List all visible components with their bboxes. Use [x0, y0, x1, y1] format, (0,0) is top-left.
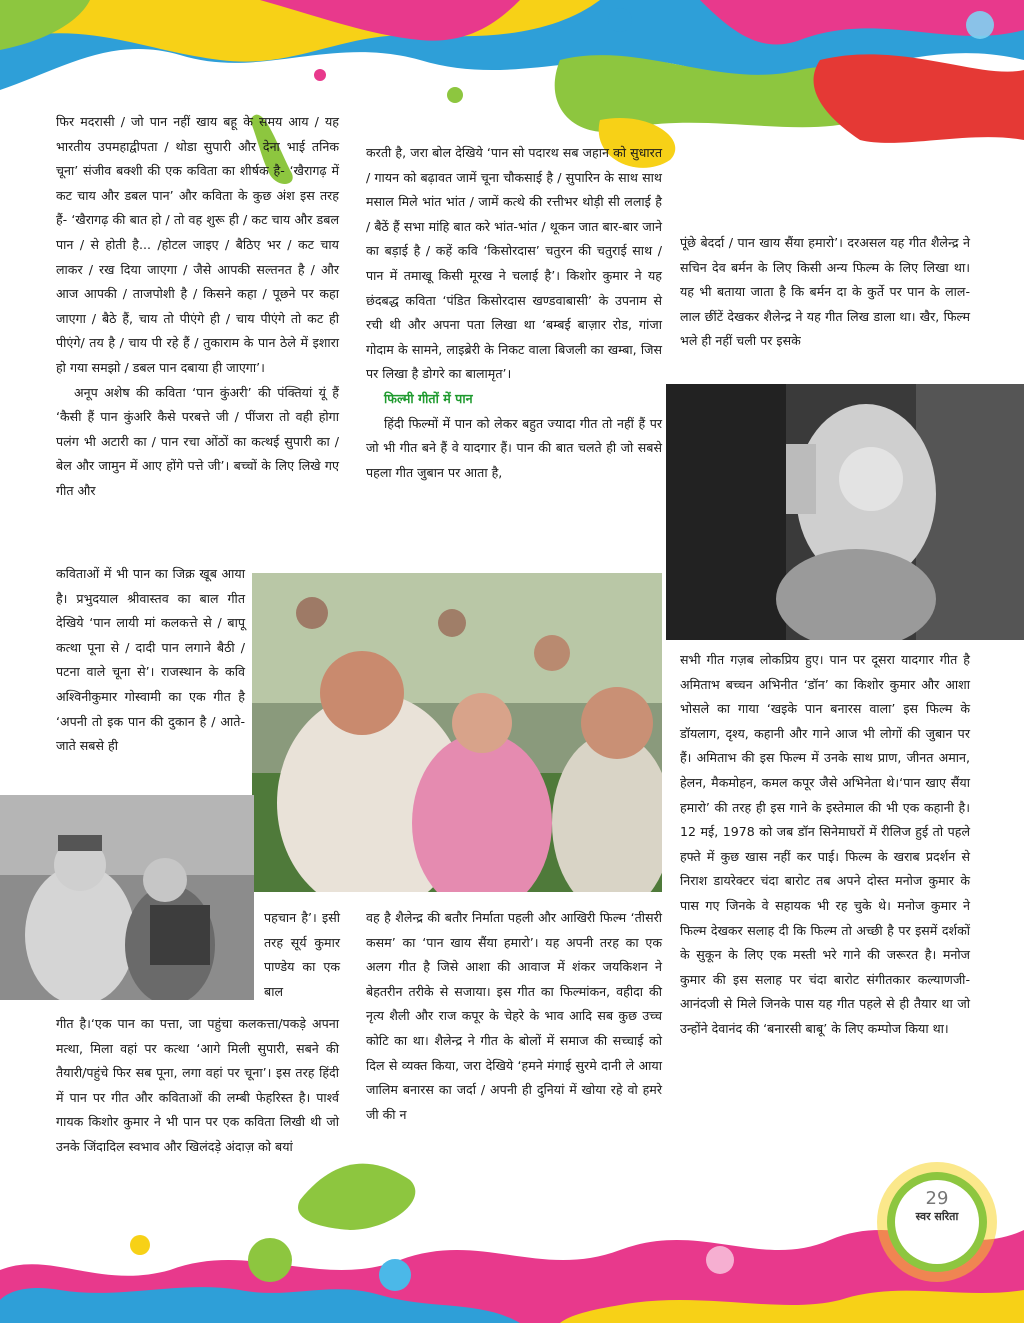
column-4: [366, 906, 662, 1127]
film-still-holi-scene-photo: [252, 573, 662, 892]
magazine-name: स्वर सरिता: [915, 1210, 959, 1223]
column-1-paragraph-1: फिर मदरासी / जो पान नहीं खाय बहू के समय आय / यह भारतीय उपमहाद्वीपता / थोडा सुपारी और देना भाई तनिक चूना’ संजीव बक्शी की एक कविता का शीर्षक है- ‘खैरागढ़ में कट चाय और डबल पान’ और कविता के कुछ अंश इस तरह हैं- ‘खैरागढ़ की बात हो / तो वह शुरू ही / कट चाय और डबल पान / से होती है... /होटल जाइए / बैठिए भर / कट चाय लाकर / रख दिया जाएगा / जैसे आपकी सल्तनत है / और आज आपकी / ताजपोशी है / किसने कहा / पूछने पर कहा जाएगा / बैठे हैं, चाय तो पीएंगे ही / चाय पीएंगे तो कट ही पीएंगे/ तय है / चाय पी रहे हैं / तुकाराम के पान ठेले में इशारा हो गया समझो / डबल पान दबाया ही जाएगा’।: [56, 114, 339, 375]
column-1-paragraph-5: गीत है।‘एक पान का पत्ता, जा पहुंचा कलकत्ता/पकड़े अपना मत्था, मिला वहां पर कत्था ‘आगे मिली सुपारी, सबने की तैयारी/पहुंचे फिर सब पूना, लगा वहां पर चूना’। इस तरह हिंदी में पान पर गीत और कविताओं की लम्बी फेहरिस्त है। पार्श्व गायक किशोर कुमार ने भी पान पर एक कविता लिखी थी जो उनके जिंदादिल स्वभाव और खिलंदड़े अंदाज़ को बयां: [56, 1016, 339, 1154]
column-5: [680, 648, 970, 1042]
column-2-paragraph-1: करती है, जरा बोल देखिये ‘पान सो पदारथ सब जहान को सुधारत / गायन को बढ़ावत जामें चूना चौकसाई है / सुपारिन के साथ साथ मसाल मिले भांत भांत / जामें कत्थे की रत्तीभर थोड़ी सी ललाई है / बैठें हैं सभा मांहि बात करे भांत-भांत / थूकन जात बार-बार जाने का बड़ाई है / कहें कवि ‘किसोरदास’ चतुरन की चतुराई साथ / पान में तमाखू किसी मूरख ने चलाई है’। किशोर कुमार ने यह छंदबद्ध कविता ‘पंडित किसोरदास खण्डवाबासी’ के उपनाम से रची थी और अपना पता लिखा था ‘बम्बई बाज़ार रोड, गांजा गोदाम के सामने, लाइब्रेरी के निकट वाला बिजली का खम्बा, जिस पर लिखा है डोगरे का बालामृत’।: [366, 145, 662, 382]
column-1-top: [56, 110, 339, 504]
film-still-waheeda-photo: [666, 384, 1024, 640]
column-3: [680, 231, 970, 354]
column-2-paragraph-2: हिंदी फिल्मों में पान को लेकर बहुत ज्यादा गीत तो नहीं हैं पर जो भी गीत बने हैं वे यादगार हैं। पान की बात चलते ही जो सबसे पहला गीत जुबान पर आता है,: [366, 415, 662, 480]
column-1-paragraph-4: पहचान है’। इसी तरह सूर्य कुमार पाण्डेय का एक बाल: [264, 910, 340, 999]
section-heading: फिल्मी गीतों में पान: [384, 390, 473, 406]
page-footer: [905, 1188, 969, 1224]
column-2: [366, 141, 662, 485]
column-1-paragraph-3: कविताओं में भी पान का जिक्र खूब आया है। प्रभुदयाल श्रीवास्तव का बाल गीत देखिये ‘पान लायी मां कलकत्ते से / बापू कत्था पूना से / दादी पान लगाने बैठी / पटना वाले चूना से’। राजस्थान के कवि अश्विनीकुमार गोस्वामी का एक गीत है ‘अपनी तो इक पान की दुकान है / आते-जाते सबसे ही: [56, 566, 245, 754]
column-1-paragraph-2: अनूप अशेष की कविता ‘पान कुंअरी’ की पंक्तियां यूं हैं ‘कैसी हैं पान कुंअरि कैसे परबत्ते जी / पींजरा तो वही होगा पलंग भी अटारी का / पान रचा ओंठों का कत्थई सुपारी का / बेल और जामुन में आए होंगे पत्ते जी’। बच्चों के लिए लिखे गए गीत और: [56, 384, 339, 498]
page-number: 29: [925, 1188, 949, 1209]
column-3-paragraph-1: पूंछे बेदर्दा / पान खाय सैंया हमारो’। दरअसल यह गीत शैलेन्द्र ने सचिन देव बर्मन के लिए किसी अन्य फिल्म के लिए लिखा था। यह भी बताया जाता है कि बर्मन दा के कुर्ते पर पान के लाल-लाल छींटें देखकर शैलेन्द्र ने यह गीत लिख डाला था। खैर, फिल्म भले ही नहीं चली पर इसके: [680, 235, 970, 349]
column-4-paragraph-1: वह है शैलेन्द्र की बतौर निर्माता पहली और आखिरी फिल्म ‘तीसरी कसम’ का ‘पान खाय सैंया हमारो’। यह अपनी तरह का एक अलग गीत है जिसे आशा की आवाज में शंकर जयकिशन ने बेहतरीन तरीके से सजाया। इस गीत का फिल्मांकन, वहीदा की नृत्य शैली और राज कपूर के चेहरे के भाव आदि सब कुछ उच्च कोटि का था। शैलेन्द्र ने गीत के बोलों में समाज की सच्चाई को दिल से व्यक्त किया, जरा देखिये ‘हमने मंगाई सुरमे दानी ले आया जालिम बनारस का जर्दा / अपनी ही दुनियां में खोया रहे वो हमरे जी की न: [366, 910, 662, 1122]
column-1-bottom: [56, 1012, 339, 1160]
film-still-bw-men-photo: [0, 795, 254, 1000]
column-5-paragraph-1: सभी गीत गज़ब लोकप्रिय हुए। पान पर दूसरा यादगार गीत है अमिताभ बच्चन अभिनीत ‘डॉन’ का किशोर कुमार और आशा भोसले का गाया ‘खइके पान बनारस वाला’ इस फिल्म के डॉयलाग, दृश्य, कहानी और गाने आज भी लोगों की जुबान पर हैं। अमिताभ की इस फिल्म में उनके साथ प्राण, जीनत अमान, हेलन, मैकमोहन, कमल कपूर जैसे अभिनेता थे।‘पान खाए सैंया हमारो’ की तरह ही इस गाने के इस्तेमाल की भी एक कहानी है। 12 मई, 1978 को जब डॉन सिनेमाघरों में रीलिज हुई तो पहले हफ्ते में कुछ खास नहीं कर पाई। फिल्म के खराब प्रदर्शन से निराश डायरेक्टर चंदा बारोट तब अपने दोस्त मनोज कुमार के पास गए जिनके वे सहायक भी रह चुके थे। मनोज कुमार ने फिल्म देखकर सलाह दी कि फिल्म तो अच्छी है पर इसमें दर्शकों के सुकून के लिए एक मस्ती भरे गाने की जरूरत है। मनोज कुमार की इस सलाह पर चंदा बारोट संगीतकार कल्याणजी-आनंदजी से मिले जिनके पास यह गीत पहले से ही तैयार था जो उन्होंने देवानंद की ‘बनारसी बाबू’ के लिए कम्पोज किया था।: [680, 652, 970, 1036]
column-1-small: [264, 906, 340, 1004]
column-1-middle: [56, 562, 245, 759]
